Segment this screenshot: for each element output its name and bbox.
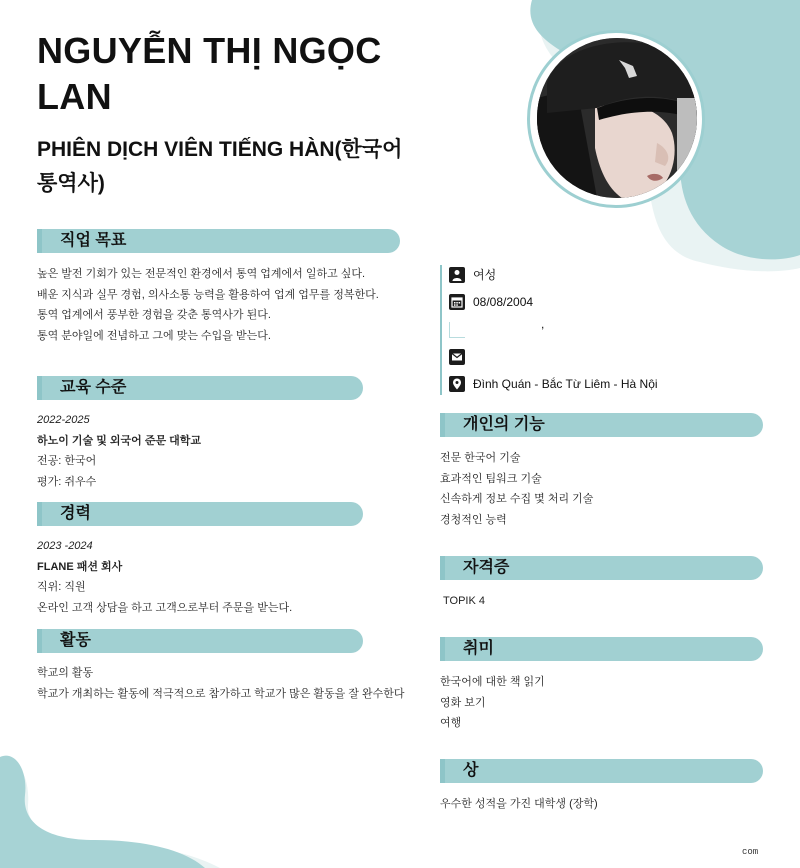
location-icon <box>449 376 465 392</box>
section-title: 개인의 기능 <box>463 416 545 433</box>
skill-item: 전문 한국어 기술 <box>440 452 521 464</box>
certificate-item: TOPIK 4 <box>443 595 485 607</box>
education-major: 전공: 한국어 <box>37 455 97 467</box>
section-header-skills <box>440 413 763 437</box>
experience-period: 2023 -2024 <box>37 540 93 552</box>
experience-block <box>37 536 407 618</box>
section-header-activities <box>37 629 363 653</box>
section-title: 자격증 <box>463 559 510 576</box>
footer-text: com <box>742 847 759 857</box>
skill-item: 신속하게 정보 수집 몇 처리 기술 <box>440 493 594 505</box>
objective-line: 통역 분야일에 전념하고 그에 맞는 수입을 받는다. <box>37 329 271 342</box>
objective-line: 높은 발전 기회가 있는 전문적인 환경에서 통역 업계에서 일하고 싶다. <box>37 268 366 280</box>
experience-description: 온라인 고객 상담을 하고 고객으로부터 주문을 받는다. <box>37 601 293 614</box>
section-title: 직업 목표 <box>60 232 127 249</box>
objective-line: 배운 지식과 실무 경험, 의사소통 능력을 활용하여 업계 업무를 정복한다. <box>37 288 379 301</box>
activities-line: 학교의 활동 <box>37 667 94 679</box>
job-title: PHIÊN DỊCH VIÊN TIẾNG HÀN(한국어 통역사) <box>37 138 403 195</box>
activities-line: 학교가 개최하는 활동에 적극적으로 참가하고 학교가 많은 활동을 잘 완수한다 <box>37 687 405 700</box>
address-value: Đình Quán - Bắc Từ Liêm - Hà Nội <box>473 377 658 391</box>
activities-block <box>37 663 407 704</box>
experience-position: 직위: 직원 <box>37 581 86 593</box>
section-title: 경력 <box>60 505 91 522</box>
email-icon <box>449 349 465 365</box>
phone-value: , <box>541 317 545 331</box>
section-header-hobbies <box>440 637 763 661</box>
skill-item: 효과적인 팀워크 기술 <box>440 472 542 485</box>
hobbies-list <box>440 672 770 734</box>
skill-item: 경청적인 능력 <box>440 513 507 526</box>
contact-divider <box>440 265 442 395</box>
awards-list <box>440 794 770 815</box>
education-block <box>37 410 407 492</box>
section-header-experience <box>37 502 363 526</box>
phone-icon <box>449 322 465 338</box>
section-title: 상 <box>463 762 479 779</box>
section-header-certificates <box>440 556 763 580</box>
objective-text <box>37 264 427 346</box>
experience-company: FLANE 패션 회사 <box>37 560 123 573</box>
section-title: 취미 <box>463 640 494 657</box>
birthdate-value: 08/08/2004 <box>473 295 534 309</box>
education-grade: 평가: 쥐우수 <box>37 475 97 488</box>
certificates-list <box>443 591 773 612</box>
section-title: 교육 수준 <box>60 379 127 396</box>
hobby-item: 여행 <box>440 717 462 729</box>
candidate-name: NGUYỄN THỊ NGỌC LAN <box>37 30 382 117</box>
section-header-awards <box>440 759 763 783</box>
calendar-icon <box>449 294 465 310</box>
skills-list <box>440 448 770 530</box>
profile-photo <box>537 38 697 198</box>
gender-value: 여성 <box>473 268 497 282</box>
objective-line: 통역 업계에서 풍부한 경험을 갖춘 통역사가 된다. <box>37 309 271 321</box>
education-period: 2022-2025 <box>37 414 90 426</box>
hobby-item: 한국어에 대한 책 읽기 <box>440 676 545 688</box>
hobby-item: 영화 보기 <box>440 696 486 709</box>
section-header-education <box>37 376 363 400</box>
education-school: 하노이 기술 및 외국어 준문 대학교 <box>37 434 202 447</box>
award-item: 우수한 성적을 가진 대학생 (장학) <box>440 798 598 810</box>
person-icon <box>449 267 465 283</box>
section-title: 활동 <box>60 632 91 649</box>
section-header-objective <box>37 229 400 253</box>
